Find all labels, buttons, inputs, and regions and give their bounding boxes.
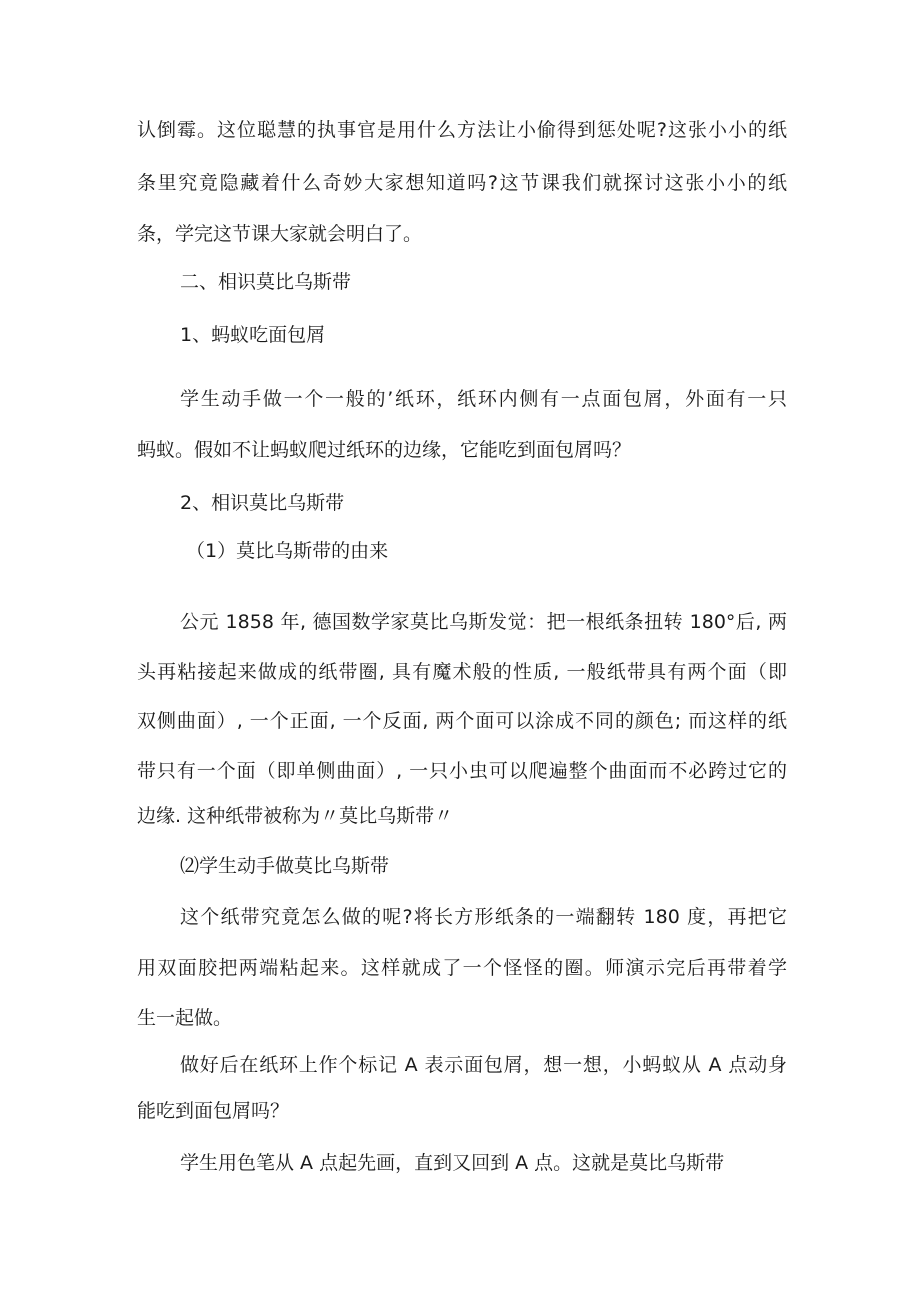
origin-heading: （1）莫比乌斯带的由来	[186, 540, 389, 562]
intro-line-1: 认倒霉。这位聪慧的执事官是用什么方法让小偷得到惩处呢?这张小小的纸	[137, 119, 787, 141]
origin-line-4: 带只有一个面（即单侧曲面）, 一只小虫可以爬遍整个曲面而不必跨过它的	[137, 760, 787, 782]
section-heading: 二、相识莫比乌斯带	[180, 271, 352, 293]
make-heading: ⑵学生动手做莫比乌斯带	[180, 855, 390, 877]
intro-line-3: 条，学完这节课大家就会明白了。	[137, 223, 423, 245]
intro-line-2: 条里究竟隐藏着什么奇妙大家想知道吗?这节课我们就探讨这张小小的纸	[137, 172, 787, 194]
origin-line-1: 公元 1858 年, 德国数学家莫比乌斯发觉：把一根纸条扭转 180°后, 两	[180, 611, 787, 633]
mark-line-1: 做好后在纸环上作个标记 A 表示面包屑，想一想，小蚂蚁从 A 点动身	[180, 1054, 787, 1076]
make-line-3: 生一起做。	[137, 1007, 233, 1029]
mark-line-2: 能吃到面包屑吗？	[137, 1100, 290, 1122]
origin-line-3: 双侧曲面）, 一个正面, 一个反面, 两个面可以涂成不同的颜色; 而这样的纸	[137, 710, 787, 732]
origin-line-2: 头再粘接起来做成的纸带圈, 具有魔术般的性质, 一般纸带具有两个面（即	[137, 661, 787, 683]
origin-line-5: 边缘. 这种纸带被称为〃莫比乌斯带〃	[137, 805, 454, 827]
ant-line-2: 蚂蚁。假如不让蚂蚁爬过纸环的边缘，它能吃到面包屑吗？	[137, 439, 632, 461]
subsection-1-heading: 1、蚂蚁吃面包屑	[180, 324, 326, 346]
draw-line-1: 学生用色笔从 A 点起先画，直到又回到 A 点。这就是莫比乌斯带	[180, 1152, 725, 1174]
make-line-1: 这个纸带究竟怎么做的呢?将长方形纸条的一端翻转 180 度，再把它	[180, 906, 787, 928]
subsection-2-heading: 2、相识莫比乌斯带	[180, 492, 345, 514]
make-line-2: 用双面胶把两端粘起来。这样就成了一个怪怪的圈。师演示完后再带着学	[137, 957, 787, 979]
ant-line-1: 学生动手做一个一般的’纸环，纸环内侧有一点面包屑，外面有一只	[180, 388, 787, 410]
